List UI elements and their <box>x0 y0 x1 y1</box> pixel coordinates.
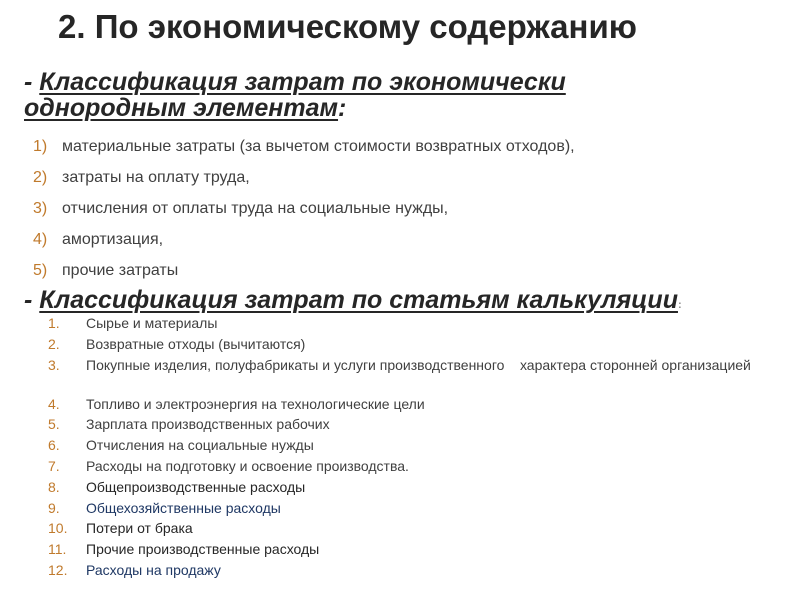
list-item-text: Сырье и материалы <box>86 315 218 331</box>
list-item-number: 4. <box>48 395 60 412</box>
list-item-text: Возвратные отходы (вычитаются) <box>86 335 306 352</box>
list-item-text: Покупные изделия, полуфабрикаты и услуги производственного характера сторонней организацией <box>86 356 751 373</box>
list-item-text: Топливо и электроэнергия на технологические цели <box>86 395 425 412</box>
list-item-number: 8. <box>48 478 60 495</box>
list-item-number: 9. <box>48 499 60 516</box>
list-item-text: Потери от брака <box>86 520 193 537</box>
list-item <box>48 498 796 519</box>
list-item-number: 10. <box>48 520 68 537</box>
list-item-number: 7. <box>48 457 60 474</box>
list-item <box>48 435 796 456</box>
list-item-text: затраты на оплату труда, <box>62 168 250 186</box>
list-item <box>48 518 796 539</box>
list-item <box>33 193 575 224</box>
list-item-number: 2. <box>48 335 60 352</box>
list-item-number: 5. <box>48 416 60 433</box>
list-item <box>48 560 796 581</box>
list-item-text: амортизация, <box>62 230 164 248</box>
list-item-text: прочие затраты <box>62 261 179 279</box>
list-item-text: Расходы на подготовку и освоение производства. <box>86 457 409 474</box>
list-item-text: Зарплата производственных рабочих <box>86 416 330 433</box>
list-item-text: Общепроизводственные расходы <box>86 478 306 495</box>
list-item-text: Прочие производственные расходы <box>86 541 320 558</box>
list-item-number: 3. <box>48 356 60 373</box>
economic-elements-list <box>33 131 575 286</box>
list-item <box>48 334 796 355</box>
list-item-number: 6. <box>48 437 60 454</box>
list-item-number: 5) <box>33 261 48 279</box>
section-heading-suffix: : <box>677 299 682 311</box>
list-item <box>33 162 575 193</box>
list-item-text: материальные затраты (за вычетом стоимости возвратных отходов), <box>62 137 575 155</box>
section-heading-prefix: - <box>24 68 40 96</box>
list-item-number: 12. <box>48 561 68 578</box>
list-item <box>48 355 796 394</box>
list-item-text: отчисления от оплаты труда на социальные нужды, <box>62 199 449 217</box>
list-item <box>48 456 796 477</box>
list-item-number: 11. <box>48 541 67 558</box>
list-item-text: Общехозяйственные расходы <box>86 499 281 516</box>
cost-items-list <box>48 313 796 581</box>
list-item <box>48 394 796 415</box>
section-heading-prefix: - <box>24 286 40 314</box>
list-item-number: 1) <box>33 137 48 155</box>
list-item-text: Отчисления на социальные нужды <box>86 437 314 454</box>
list-item <box>48 477 796 498</box>
list-item <box>33 224 575 255</box>
slide-title: 2. По экономическому содержанию <box>58 8 637 45</box>
list-item-number: 4) <box>33 230 48 248</box>
section-heading-suffix: : <box>338 94 347 122</box>
list-item <box>48 414 796 435</box>
list-item <box>48 313 796 334</box>
list-item-number: 3) <box>33 199 48 217</box>
list-item-text: Расходы на продажу <box>86 561 221 578</box>
list-item <box>33 131 575 162</box>
list-item-number: 1. <box>48 315 60 331</box>
list-item <box>48 539 796 560</box>
list-item-number: 2) <box>33 168 48 186</box>
section-heading-text: Классификация затрат по экономически однородным элементам <box>24 68 566 122</box>
list-item <box>33 255 575 286</box>
section-heading-text: Классификация затрат по статьям калькуляции <box>39 286 678 314</box>
section-heading-economic-elements <box>24 69 724 121</box>
